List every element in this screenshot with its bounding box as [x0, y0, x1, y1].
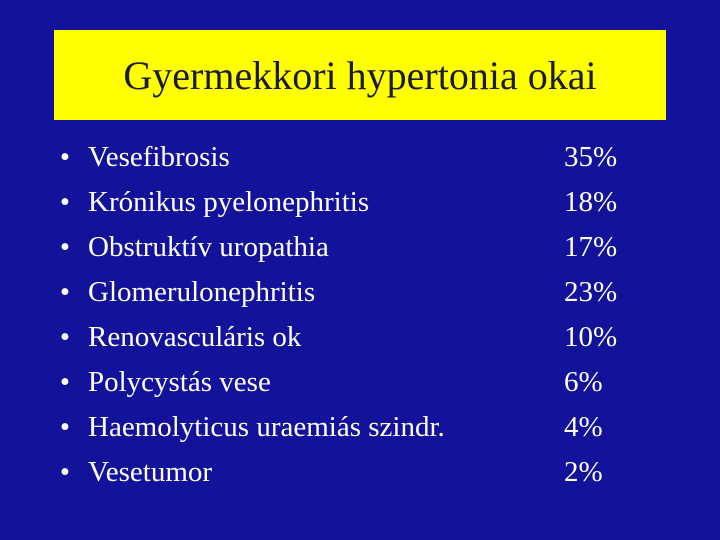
list-item [58, 360, 658, 405]
cause-label: Polycystás vese [88, 366, 271, 398]
list-item [58, 225, 658, 270]
cause-label: Obstruktív uropathia [88, 231, 329, 263]
bullet-icon: • [59, 366, 71, 398]
cause-percentage: 6% [564, 366, 603, 398]
cause-label: Vesetumor [88, 456, 213, 488]
title-box [54, 30, 666, 120]
list-item [58, 180, 658, 225]
list-item [58, 270, 658, 315]
cause-list [58, 135, 658, 495]
list-item [58, 135, 658, 180]
bullet-icon: • [59, 276, 71, 308]
cause-label: Krónikus pyelonephritis [88, 186, 370, 218]
bullet-icon: • [59, 321, 71, 353]
cause-percentage: 10% [564, 321, 618, 353]
cause-percentage: 35% [564, 141, 618, 173]
cause-label: Renovasculáris ok [88, 321, 302, 353]
bullet-icon: • [59, 231, 71, 263]
cause-percentage: 18% [564, 186, 618, 218]
bullet-icon: • [59, 141, 71, 173]
slide-title: Gyermekkori hypertonia okai [123, 52, 597, 98]
bullet-icon: • [59, 186, 71, 218]
bullet-icon: • [59, 411, 71, 443]
bullet-icon: • [59, 456, 71, 488]
cause-percentage: 17% [564, 231, 618, 263]
list-item [58, 405, 658, 450]
cause-percentage: 4% [564, 411, 603, 443]
list-item [58, 315, 658, 360]
cause-percentage: 2% [564, 456, 603, 488]
cause-label: Haemolyticus uraemiás szindr. [88, 411, 445, 443]
cause-percentage: 23% [564, 276, 618, 308]
cause-label: Glomerulonephritis [88, 276, 316, 308]
list-item [58, 450, 658, 495]
cause-label: Vesefibrosis [88, 141, 230, 173]
